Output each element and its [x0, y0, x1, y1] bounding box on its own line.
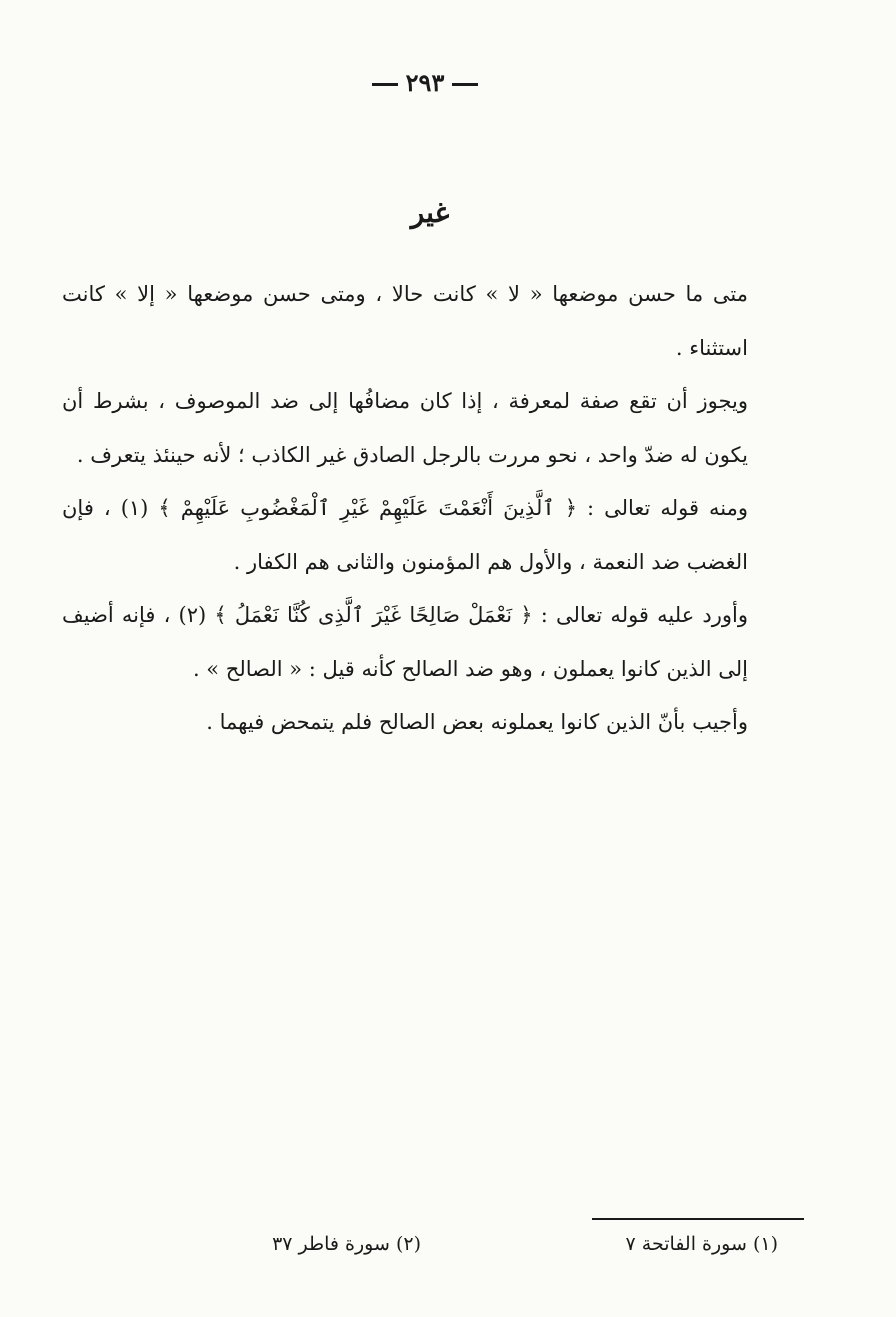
dash-decoration — [372, 83, 398, 86]
footnote-2: (٢) سورة فاطر ٣٧ — [272, 1233, 421, 1255]
dash-decoration — [452, 83, 478, 86]
paragraph: متى ما حسن موضعها « لا » كانت حالا ، ومتى حسن موضعها « إلا » كانت استثناء . — [62, 282, 748, 360]
body-text — [62, 268, 748, 750]
section-heading: غير — [410, 196, 450, 229]
paragraph: ويجوز أن تقع صفة لمعرفة ، إذا كان مضافُها إلى ضد الموصوف ، بشرط أن يكون له ضدّ واحد ، نحو مررت بالرجل الصادق غير الكاذب ؛ لأنه حينئذ يتعرف . — [62, 389, 748, 467]
paragraph: وأورد عليه قوله تعالى : ﴿ نَعْمَلْ صَالِحًا غَيْرَ ٱلَّذِى كُنَّا نَعْمَلُ ﴾ (٢) ، فإنه أضيف إلى الذين كانوا يعملون ، وهو ضد الصالح كأنه قيل : « الصالح » . — [62, 603, 748, 681]
footnote-rule — [592, 1218, 804, 1220]
page-number-value: ٢٩٣ — [405, 68, 445, 97]
paragraph: وأجيب بأنّ الذين كانوا يعملونه بعض الصالح فلم يتمحض فيهما . — [206, 710, 748, 734]
paragraph: ومنه قوله تعالى : ﴿ ٱلَّذِينَ أَنْعَمْتَ عَلَيْهِمْ غَيْرِ ٱلْمَغْضُوبِ عَلَيْهِمْ ﴾ (١) ، فإن الغضب ضد النعمة ، والأول هم المؤمنون والثانى هم الكفار . — [62, 496, 748, 574]
footnote-1: (١) سورة الفاتحة ٧ — [625, 1233, 778, 1255]
page-number — [0, 68, 850, 97]
